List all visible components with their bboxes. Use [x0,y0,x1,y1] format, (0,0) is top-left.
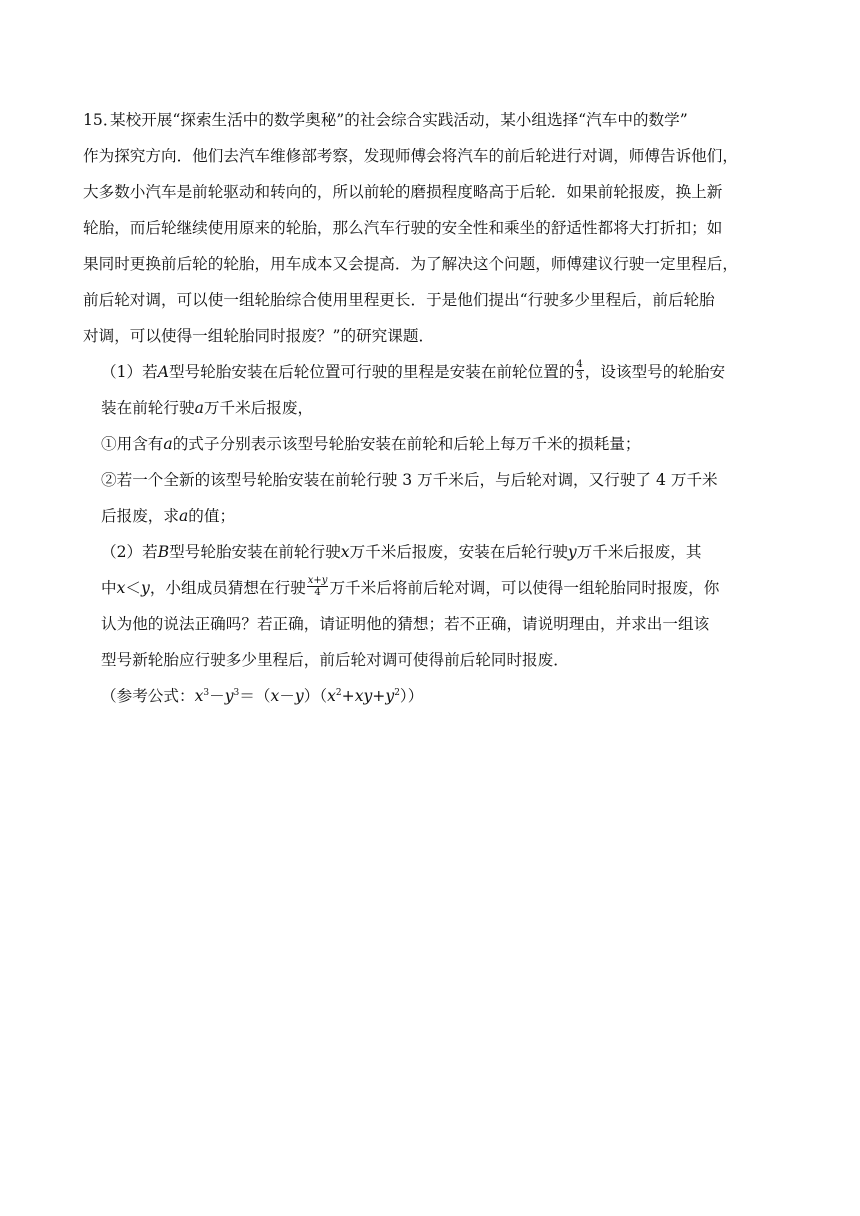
part2-text [101,534,701,570]
formula-text [101,678,423,714]
intro-text: 轮胎，而后轮继续使用原来的轮胎，那么汽车行驶的安全性和乘坐的舒适性都将大打折扣；如 [83,219,723,237]
part2-line-4 [0,642,860,678]
var-y: y [567,543,577,561]
exponent: 2 [335,688,342,698]
fraction-denominator: 4 [314,586,321,598]
var-y: y [294,687,304,705]
problem-number: 15． [83,111,119,129]
part2-prefix: （2）若 [101,543,158,561]
plus-sign: + [372,687,386,705]
part2-line-3 [0,606,860,642]
problem-intro-line-3 [0,174,860,210]
part1-text-c: ，设该型号的轮胎安 [584,363,726,381]
problem-intro-line-7 [0,318,860,354]
part1-text [101,390,313,426]
plus-sign: + [341,687,355,705]
var-a: a [194,399,204,417]
fraction-four-thirds [575,359,583,382]
minus-sign: － [209,687,225,705]
part2-text [101,570,719,606]
part1-text-b: 型号轮胎安装在后轮位置可行驶的里程是安装在前轮位置的 [168,363,575,381]
part2-text-a: 中 [101,579,117,597]
var-x: x [340,543,350,561]
q2-text: ②若一个全新的该型号轮胎安装在前轮行驶 3 万千米后，与后轮对调，又行驶了 4 万千米 [101,471,718,489]
part2-text: 型号新轮胎应行驶多少里程后，前后轮对调可使得前后轮同时报废． [101,651,569,669]
exponent: 2 [394,688,400,698]
part1-question-2-line-2 [0,498,860,534]
q1-prefix: ①用含有 [101,435,164,453]
part2-text-b: 型号轮胎安装在前轮行驶 [169,543,341,561]
fraction-denominator: 3 [576,370,583,382]
part2-text-c: 万千米后报废，安装在后轮行驶 [349,543,568,561]
var-a: a [163,435,173,453]
problem-intro-line-2 [0,138,860,174]
var-a: a [178,507,189,525]
var-x: x [327,687,336,705]
var-x: x [116,579,126,597]
part1-text-b: 万千米后报废， [203,399,314,417]
part1-text-a: 装在前轮行驶 [101,399,195,417]
q2-text [101,498,235,534]
part1-prefix: （1）若 [101,363,158,381]
part1-text [101,354,725,390]
fraction-x-plus-y-over-4 [307,575,329,598]
less-than-sign: ＜ [125,579,142,597]
var-x: x [194,687,204,705]
intro-text: 某校开展“探索生活中的数学奥秘”的社会综合实践活动，某小组选择“汽车中的数学” [110,111,688,129]
reference-formula [0,678,860,714]
part2-text: 认为他的说法正确吗？若正确，请证明他的猜想；若不正确，请说明理由，并求出一组该 [101,615,710,633]
part1-question-1 [0,426,860,462]
problem-intro-line-4 [0,210,860,246]
part2-line-1 [0,534,860,570]
var-y: y [141,579,150,597]
intro-text: 对调，可以使得一组轮胎同时报废？”的研究课题． [83,327,435,345]
q1-body: 的式子分别表示该型号轮胎安装在前轮和后轮上每万千米的损耗量； [172,435,641,453]
part2-text-c: 万千米后将前后轮对调，可以使得一组轮胎同时报废，你 [329,579,720,597]
formula-suffix: ）） [399,687,424,705]
part2-line-2 [0,570,860,606]
part1-question-2-line-1 [0,462,860,498]
intro-text: 大多数小汽车是前轮驱动和转向的，所以前轮的磨损程度略高于后轮．如果前轮报废，换上新 [83,183,723,201]
q1-text [101,426,641,462]
paren-separator: ）（ [303,687,328,705]
formula-prefix: （参考公式： [101,687,195,705]
var-xy: xy [354,687,373,705]
fraction-numerator: x+y [307,574,328,586]
part2-text-d: 万千米后报废，其 [576,543,702,561]
q2-text-b: 的值； [188,507,236,525]
part1-line-1 [0,354,860,390]
q2-text-a: 后报废，求 [101,507,179,525]
var-x: x [270,687,280,705]
problem-intro-line-6 [0,282,860,318]
var-y: y [385,687,395,705]
problem-intro-line-1 [0,102,860,138]
var-b-model: B [157,543,170,561]
minus-sign: － [279,687,295,705]
exponent: 3 [233,688,240,698]
exponent: 3 [203,688,210,698]
intro-text: 作为探究方向．他们去汽车维修部考察，发现师傅会将汽车的前后轮进行对调，师傅告诉他们， [83,147,738,165]
intro-text: 前后轮对调，可以使一组轮胎综合使用里程更长．于是他们提出“行驶多少里程后，前后轮胎 [83,291,715,309]
equals-sign: ＝（ [239,687,271,705]
intro-text: 果同时更换前后轮的轮胎，用车成本又会提高．为了解决这个问题，师傅建议行驶一定里程后， [83,255,738,273]
part2-text-b: ，小组成员猜想在行驶 [149,579,306,597]
var-a-model: A [157,363,169,381]
part1-line-2 [0,390,860,426]
fraction-numerator: 4 [576,358,583,370]
problem-intro-line-5 [0,246,860,282]
var-y: y [224,687,234,705]
